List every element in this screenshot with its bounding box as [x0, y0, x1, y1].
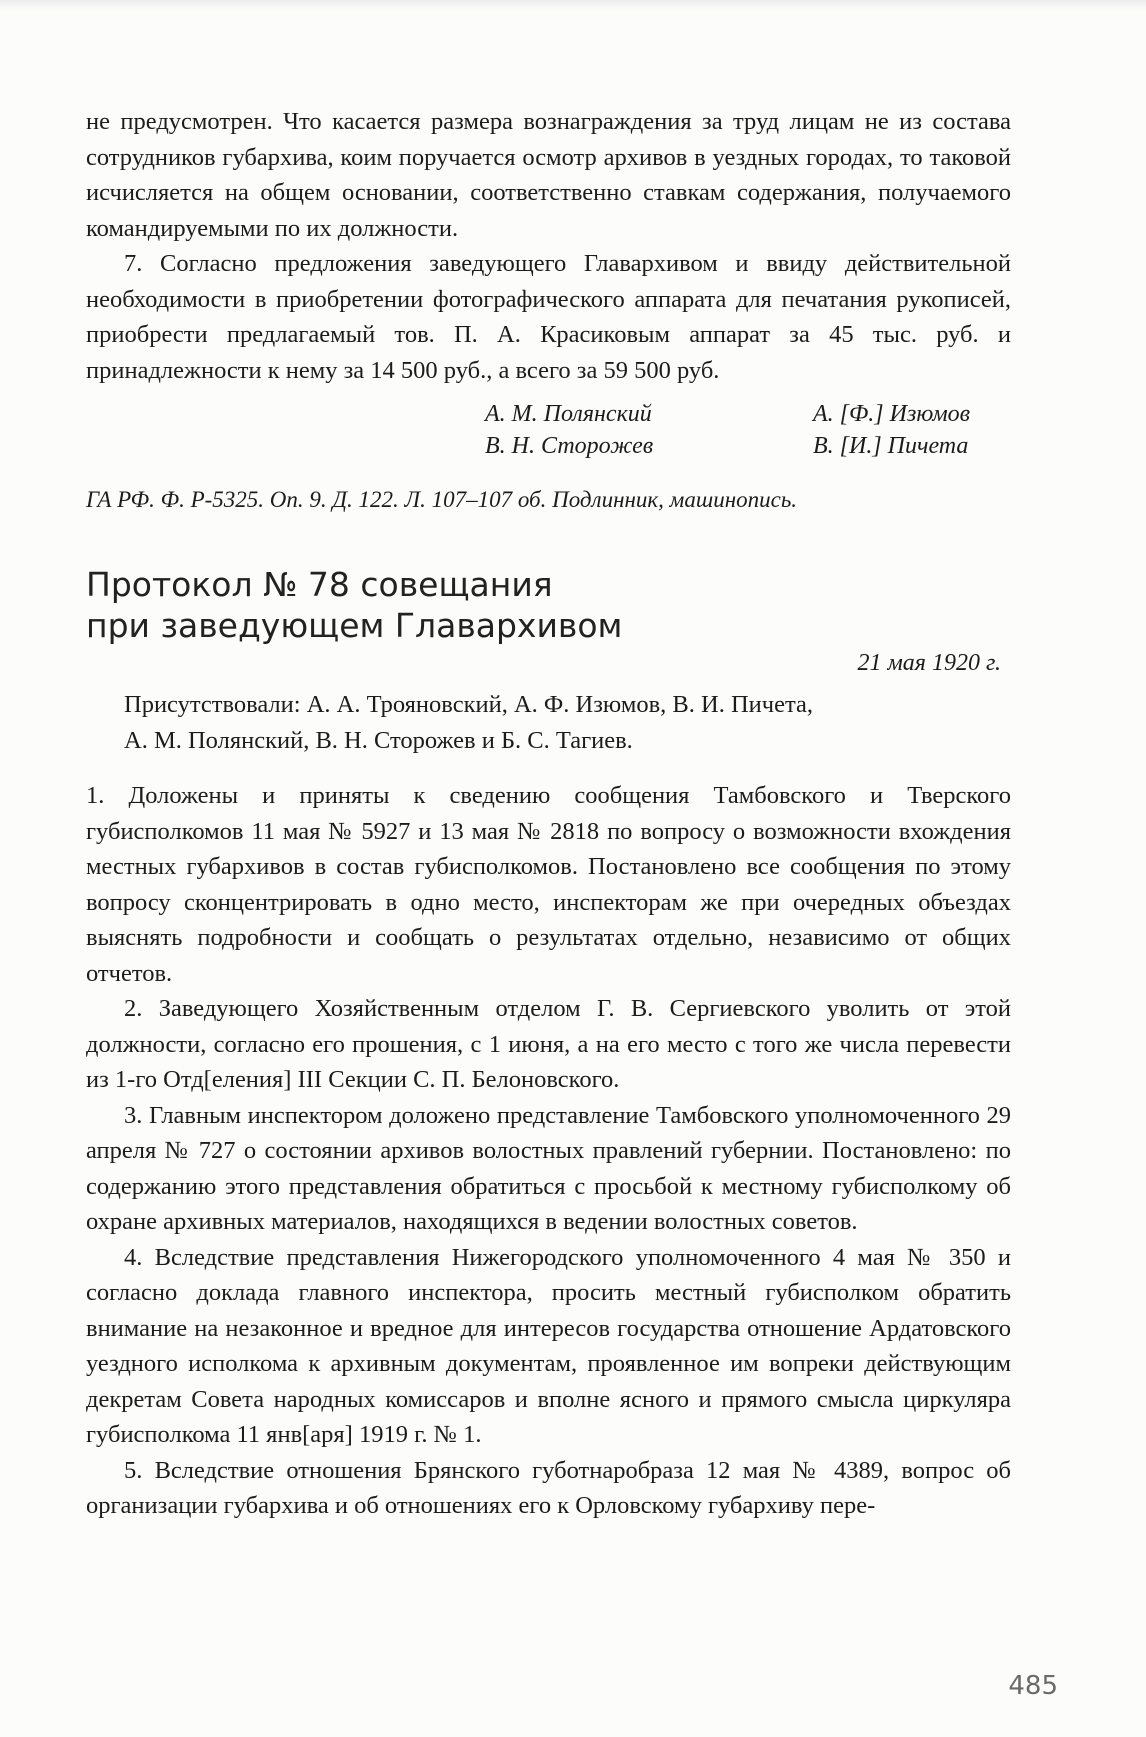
attendees-line-2: А. М. Полянский, В. Н. Сторожев и Б. С. Тагиев. — [124, 726, 633, 754]
protocol-items — [86, 778, 1011, 1524]
protocol-item-1: 1. Доложены и приняты к сведению сообщения Тамбовского и Тверского губисполкомов 11 мая № 5927 и 13 мая № 2818 по вопросу о возможности вхождения местных губархивов в состав губисполкомов. Постановлено все сообщения по этому вопросу сконцентрировать в одно место, инспекторам же при очередных объездах выяснять подробности и сообщать о результатах отдельно, независимо от общих отчетов. — [86, 782, 1011, 987]
signature-polyansky: А. М. Полянский — [485, 401, 652, 427]
text-column — [86, 104, 1011, 1524]
attendees-list — [86, 687, 1011, 758]
signature-izyumov: А. [Ф.] Изюмов — [813, 401, 971, 427]
protocol-date: 21 мая 1920 г. — [857, 650, 1001, 676]
attendees-line-1: Присутствовали: А. А. Трояновский, А. Ф. Изюмов, В. И. Пичета, — [124, 691, 813, 718]
signature-storozhev: В. Н. Сторожев — [485, 433, 654, 459]
protocol-item-2: 2. Заведующего Хозяйственным отделом Г. В. Сергиевского уволить от этой должности, согласно его прошения, с 1 июня, а на его место с того же числа перевести из 1-го Отд[еления] III Секции С. П. Белоновского. — [86, 995, 1011, 1093]
protocol-item-3: 3. Главным инспектором доложено представление Тамбовского уполномоченного 29 апреля № 727 о состоянии архивов волостных правлений губернии. Постановлено: по содержанию этого представления обратиться с просьбой к местному губисполкому об охране архивных материалов, находящихся в ведении волостных советов. — [86, 1101, 1011, 1235]
protocol-item-4: 4. Вследствие представления Нижегородского уполномоченного 4 мая № 350 и согласно доклада главного инспектора, просить местный губисполком обратить внимание на незаконное и вредное для интересов государства отношение Ардатовского уездного исполкома к архивным документам, проявленное им вопреки действующим декретам Совета народных комиссаров и вполне ясного и прямого смысла циркуляра губисполкома 11 янв[аря] 1919 г. № 1. — [86, 1243, 1011, 1448]
page-number: 485 — [1008, 1671, 1058, 1701]
signature-row-2 — [86, 430, 1011, 462]
signature-row-1 — [86, 398, 1011, 430]
intro-continuation-paragraph: не предусмотрен. Что касается размера вознаграждения за труд лицам не из состава сотрудников губархива, коим поручается осмотр архивов в уездных городах, то таковой исчисляется на общем основании, соответственно ставкам содержания, получаемого командируемыми по их должности. — [86, 108, 1011, 242]
signature-picheta: В. [И.] Пичета — [813, 433, 969, 459]
protocol-heading-line-1: Протокол № 78 совещания — [86, 565, 553, 604]
archive-reference: ГА РФ. Ф. Р-5325. Оп. 9. Д. 122. Л. 107–107 об. Подлинник, машинопись. — [86, 487, 798, 512]
protocol-item-5: 5. Вследствие отношения Брянского губотнаробраза 12 мая № 4389, вопрос об организации губархива и об отношениях его к Орловскому губархиву пере- — [86, 1456, 1011, 1519]
protocol-heading-line-2: при заведующем Главархивом — [86, 606, 623, 645]
protocol-heading — [86, 564, 1011, 646]
signature-block — [86, 398, 1011, 462]
intro-item-7-paragraph: 7. Согласно предложения заведующего Главархивом и ввиду действительной необходимости в приобретении фотографического аппарата для печатания рукописей, приобрести предлагаемый тов. П. А. Красиковым аппарат за 45 тыс. руб. и принадлежности к нему за 14 500 руб., а всего за 59 500 руб. — [86, 250, 1011, 384]
page-edge-shadow — [0, 0, 1146, 10]
